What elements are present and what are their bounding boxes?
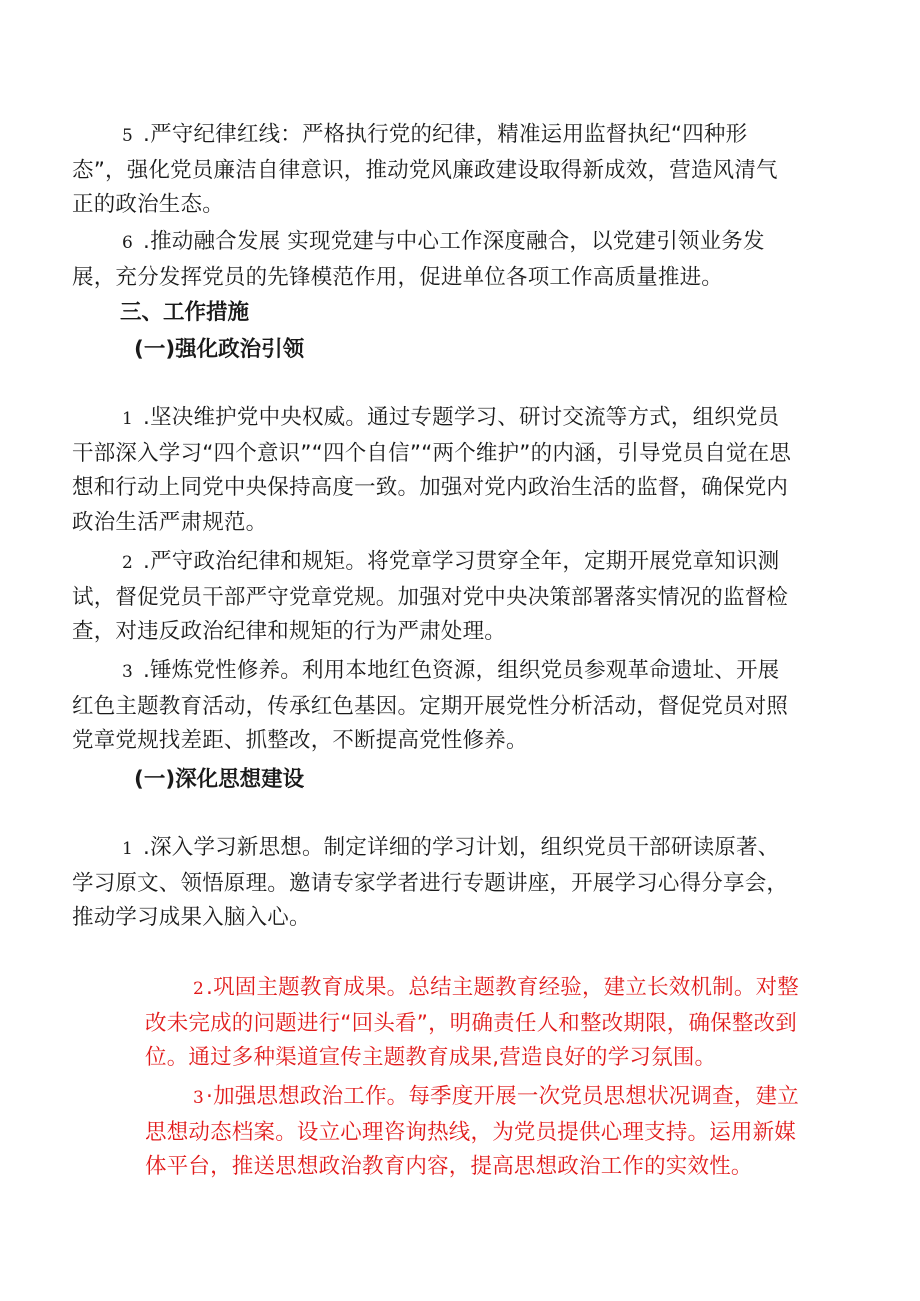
list-item-b2-highlighted	[145, 971, 800, 1076]
paragraph-number: 2	[193, 979, 205, 999]
list-item-b3-highlighted	[145, 1080, 800, 1185]
paragraph-number: 1	[122, 839, 134, 859]
paragraph-text: .严守纪律红线：严格执行党的纪律，精准运用监督执纪“四种形态”，强化党员廉洁自律意识，推动党风廉政建设取得新成效，营造风清气正的政治生态。	[72, 122, 778, 217]
paragraph-5	[72, 118, 792, 223]
paragraph-number: 3	[193, 1088, 205, 1108]
paragraph-text: .严守政治纪律和规矩。将党章学习贯穿全年，定期开展党章知识测试，督促党员干部严守党章党规。加强对党中央决策部署落实情况的监督检查，对违反政治纪律和规矩的行为严肃处理。	[72, 549, 789, 644]
paragraph-text: .巩固主题教育成果。总结主题教育经验，建立长效机制。对整改未完成的问题进行“回头看”，明确责任人和整改期限，确保整改到位。通过多种渠道宣传主题教育成果,营造良好的学习氛围。	[145, 975, 799, 1070]
list-item-a3	[72, 654, 792, 759]
list-item-a1	[72, 401, 792, 540]
paragraph-number: 6	[122, 233, 134, 253]
subsection-heading-ideology: (一)深化思想建设	[134, 767, 305, 792]
paragraph-number: 1	[122, 409, 134, 429]
paragraph-text: .坚决维护党中央权威。通过专题学习、研讨交流等方式，组织党员干部深入学习“四个意识”“四个自信”“两个维护”的内涵，引导党员自觉在思想和行动上同党中央保持高度一致。加强对党内政治生活的监督，确保党内政治生活严肃规范。	[72, 405, 792, 535]
paragraph-6	[72, 225, 792, 295]
paragraph-text: .推动融合发展 实现党建与中心工作深度融合，以党建引领业务发展，充分发挥党员的先锋模范作用，促进单位各项工作高质量推进。	[72, 229, 765, 290]
paragraph-text: .锤炼党性修养。利用本地红色资源，组织党员参观革命遗址、开展红色主题教育活动，传承红色基因。定期开展党性分析活动，督促党员对照党章党规找差距、抓整改，不断提高党性修养。	[72, 658, 789, 753]
section-heading: 三、工作措施	[120, 300, 250, 325]
paragraph-text: ·加强思想政治工作。每季度开展一次党员思想状况调查，建立思想动态档案。设立心理咨询热线，为党员提供心理支持。运用新媒体平台，推送思想政治教育内容，提高思想政治工作的实效性。	[145, 1084, 799, 1179]
paragraph-text: .深入学习新思想。制定详细的学习计划，组织党员干部研读原著、学习原文、领悟原理。邀请专家学者进行专题讲座，开展学习心得分享会，推动学习成果入脑入心。	[72, 835, 789, 930]
paragraph-number: 2	[122, 553, 134, 573]
list-item-a2	[72, 545, 792, 650]
paragraph-number: 5	[122, 126, 134, 146]
paragraph-number: 3	[122, 662, 134, 682]
subsection-heading-political: (一)强化政治引领	[134, 337, 305, 362]
list-item-b1	[72, 831, 792, 936]
